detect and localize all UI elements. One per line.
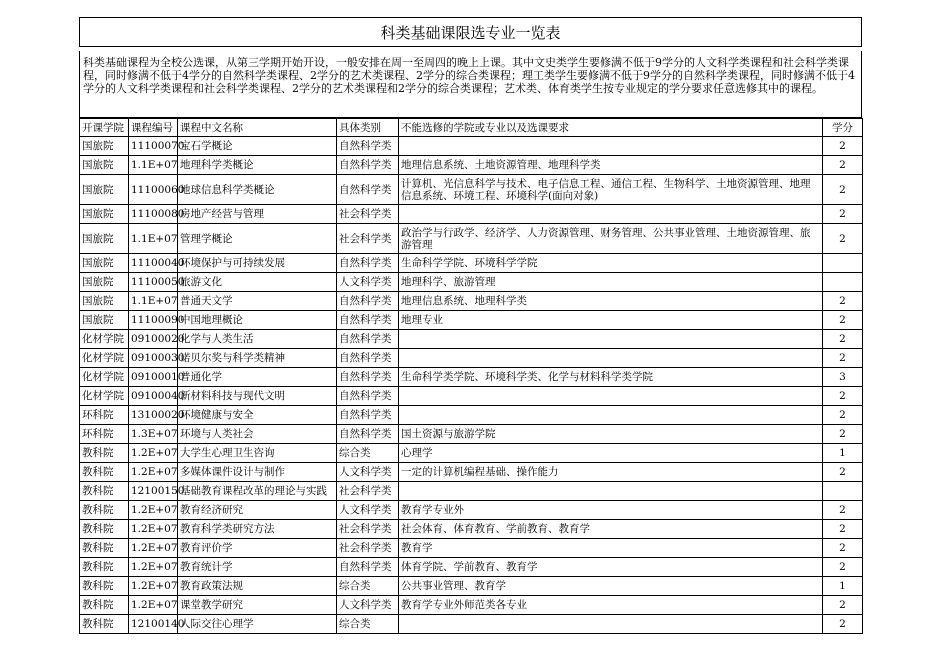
course-table: [79, 118, 863, 634]
cell-category: 自然科学类: [337, 156, 399, 175]
cell-code: 1.2E+07: [129, 520, 178, 539]
cell-code: 1.3E+07: [129, 425, 178, 444]
cell-college: 化材学院: [80, 368, 129, 387]
header-credit: 学分: [823, 119, 863, 137]
cell-course-name: 教育政策法规: [178, 577, 337, 596]
cell-credit: [823, 482, 863, 501]
cell-requirement: 教育学专业外师范类各专业: [399, 596, 823, 615]
cell-credit: 2: [823, 406, 863, 425]
cell-college: 教科院: [80, 596, 129, 615]
cell-requirement: [399, 387, 823, 406]
cell-requirement: [399, 406, 823, 425]
cell-code: 12100150: [129, 482, 178, 501]
table-row: [80, 224, 863, 254]
cell-college: 环科院: [80, 406, 129, 425]
cell-college: 教科院: [80, 501, 129, 520]
cell-requirement: 体育学院、学前教育、教育学: [399, 558, 823, 577]
cell-requirement: 教育学: [399, 539, 823, 558]
cell-college: 教科院: [80, 558, 129, 577]
spreadsheet: [79, 17, 862, 634]
cell-college: 教科院: [80, 463, 129, 482]
cell-code: 1.1E+07: [129, 224, 178, 254]
cell-code: 1.2E+07: [129, 558, 178, 577]
table-row: [80, 539, 863, 558]
cell-category: 综合类: [337, 615, 399, 634]
cell-requirement: 计算机、光信息科学与技术、电子信息工程、通信工程、生物科学、土地资源管理、地理信息系统、环境工程、环境科学(面向对象): [399, 175, 823, 205]
cell-course-name: 基础教育课程改革的理论与实践: [178, 482, 337, 501]
cell-course-name: 普通天文学: [178, 292, 337, 311]
table-row: [80, 387, 863, 406]
cell-requirement: 地理信息系统、地理科学类: [399, 292, 823, 311]
table-row: [80, 292, 863, 311]
cell-credit: 2: [823, 596, 863, 615]
table-row: [80, 205, 863, 224]
cell-course-name: 教育统计学: [178, 558, 337, 577]
cell-code: 09100040: [129, 387, 178, 406]
sheet-title: 科类基础课限选专业一览表: [79, 17, 862, 47]
cell-college: 教科院: [80, 615, 129, 634]
table-row: [80, 558, 863, 577]
cell-course-name: 地理科学类概论: [178, 156, 337, 175]
cell-credit: 2: [823, 425, 863, 444]
cell-college: 化材学院: [80, 387, 129, 406]
table-row: [80, 444, 863, 463]
cell-category: 社会科学类: [337, 482, 399, 501]
cell-college: 环科院: [80, 425, 129, 444]
cell-code: 11100050: [129, 273, 178, 292]
header-college: 开课学院: [80, 119, 129, 137]
cell-college: 教科院: [80, 520, 129, 539]
cell-requirement: 地理信息系统、土地资源管理、地理科学类: [399, 156, 823, 175]
cell-credit: 2: [823, 520, 863, 539]
cell-requirement: [399, 615, 823, 634]
cell-code: 1.1E+07: [129, 156, 178, 175]
cell-category: 自然科学类: [337, 330, 399, 349]
cell-credit: 2: [823, 463, 863, 482]
cell-requirement: [399, 349, 823, 368]
cell-requirement: [399, 205, 823, 224]
table-row: [80, 349, 863, 368]
cell-college: 教科院: [80, 577, 129, 596]
cell-category: 自然科学类: [337, 406, 399, 425]
cell-code: 1.2E+07: [129, 444, 178, 463]
cell-requirement: 地理科学、旅游管理: [399, 273, 823, 292]
cell-course-name: 旅游文化: [178, 273, 337, 292]
table-row: [80, 175, 863, 205]
cell-course-name: 化学与人类生活: [178, 330, 337, 349]
cell-credit: [823, 273, 863, 292]
cell-course-name: 诺贝尔奖与科学类精神: [178, 349, 337, 368]
table-row: [80, 330, 863, 349]
cell-course-name: 教育经济研究: [178, 501, 337, 520]
cell-code: 1.1E+07: [129, 292, 178, 311]
table-row: [80, 156, 863, 175]
cell-credit: 2: [823, 615, 863, 634]
table-row: [80, 501, 863, 520]
cell-category: 社会科学类: [337, 520, 399, 539]
cell-category: 社会科学类: [337, 224, 399, 254]
cell-credit: 2: [823, 501, 863, 520]
cell-credit: 2: [823, 558, 863, 577]
cell-code: 11100070: [129, 137, 178, 156]
table-row: [80, 406, 863, 425]
cell-code: 13100020: [129, 406, 178, 425]
table-row: [80, 137, 863, 156]
table-row: [80, 463, 863, 482]
cell-college: 教科院: [80, 482, 129, 501]
cell-college: 国旅院: [80, 175, 129, 205]
intro-text: 科类基础课程为全校公选课，从第三学期开始开设，一般安排在周一至周四的晚上上课。其中文史类学生要修满不低于9学分的人文科学类课程和社会科学类课程，同时修满不低于4学分的自然科学类课程、2学分的艺术类课程、2学分的综合类课程；理工类学生要修满不低于9学分的自然科学类课程，同时修满不低于4学分的人文科学类课程和社会科学类课程、2学分的艺术类课程和2学分的综合类课程；艺术类、体育类学生按专业规定的学分要求任意选修其中的课程。: [79, 51, 862, 118]
cell-code: 11100060: [129, 175, 178, 205]
cell-requirement: 一定的计算机编程基础、操作能力: [399, 463, 823, 482]
cell-college: 国旅院: [80, 311, 129, 330]
cell-code: 1.2E+07: [129, 501, 178, 520]
cell-college: 国旅院: [80, 137, 129, 156]
cell-code: 11100080: [129, 205, 178, 224]
cell-requirement: 教育学专业外: [399, 501, 823, 520]
cell-course-name: 管理学概论: [178, 224, 337, 254]
header-category: 具体类别: [337, 119, 399, 137]
cell-code: 11100090: [129, 311, 178, 330]
table-header-row: [80, 119, 863, 137]
cell-college: 国旅院: [80, 273, 129, 292]
cell-category: 自然科学类: [337, 349, 399, 368]
cell-category: 自然科学类: [337, 254, 399, 273]
cell-category: 自然科学类: [337, 558, 399, 577]
header-name: 课程中文名称: [178, 119, 337, 137]
cell-course-name: 大学生心理卫生咨询: [178, 444, 337, 463]
cell-code: 09100030: [129, 349, 178, 368]
cell-college: 国旅院: [80, 156, 129, 175]
cell-code: 09100010: [129, 368, 178, 387]
cell-college: 国旅院: [80, 224, 129, 254]
table-row: [80, 254, 863, 273]
cell-requirement: 地理专业: [399, 311, 823, 330]
cell-course-name: 多媒体课件设计与制作: [178, 463, 337, 482]
cell-credit: 2: [823, 156, 863, 175]
cell-college: 教科院: [80, 444, 129, 463]
cell-course-name: 新材料科技与现代文明: [178, 387, 337, 406]
cell-category: 综合类: [337, 444, 399, 463]
table-row: [80, 482, 863, 501]
cell-requirement: 政治学与行政学、经济学、人力资源管理、财务管理、公共事业管理、土地资源管理、旅游管理: [399, 224, 823, 254]
cell-category: 自然科学类: [337, 368, 399, 387]
cell-credit: 2: [823, 539, 863, 558]
cell-course-name: 普通化学: [178, 368, 337, 387]
cell-requirement: 生命科学学院、环境科学学院: [399, 254, 823, 273]
cell-category: 社会科学类: [337, 205, 399, 224]
cell-credit: 2: [823, 137, 863, 156]
cell-course-name: 环境与人类社会: [178, 425, 337, 444]
cell-course-name: 房地产经营与管理: [178, 205, 337, 224]
cell-credit: 1: [823, 444, 863, 463]
cell-requirement: [399, 137, 823, 156]
cell-college: 化材学院: [80, 330, 129, 349]
cell-requirement: 心理学: [399, 444, 823, 463]
cell-college: 国旅院: [80, 205, 129, 224]
table-row: [80, 596, 863, 615]
cell-requirement: [399, 482, 823, 501]
cell-credit: 2: [823, 224, 863, 254]
cell-requirement: 生命科学类学院、环境科学类、化学与材料科学类学院: [399, 368, 823, 387]
cell-credit: 2: [823, 205, 863, 224]
cell-requirement: 公共事业管理、教育学: [399, 577, 823, 596]
cell-credit: 2: [823, 387, 863, 406]
cell-college: 教科院: [80, 539, 129, 558]
cell-course-name: 地球信息科学类概论: [178, 175, 337, 205]
cell-credit: 3: [823, 368, 863, 387]
cell-category: 自然科学类: [337, 387, 399, 406]
cell-credit: 1: [823, 577, 863, 596]
cell-requirement: 国土资源与旅游学院: [399, 425, 823, 444]
cell-credit: 2: [823, 292, 863, 311]
cell-category: 自然科学类: [337, 425, 399, 444]
cell-course-name: 课堂教学研究: [178, 596, 337, 615]
cell-category: 人文科学类: [337, 463, 399, 482]
cell-code: 12100140: [129, 615, 178, 634]
cell-code: 09100020: [129, 330, 178, 349]
cell-course-name: 宝石学概论: [178, 137, 337, 156]
cell-credit: 2: [823, 349, 863, 368]
cell-code: 1.2E+07: [129, 596, 178, 615]
table-row: [80, 368, 863, 387]
cell-course-name: 人际交往心理学: [178, 615, 337, 634]
cell-credit: 2: [823, 330, 863, 349]
cell-code: 1.2E+07: [129, 463, 178, 482]
cell-code: 1.2E+07: [129, 539, 178, 558]
header-requirement: 不能选修的学院或专业以及选课要求: [399, 119, 823, 137]
cell-category: 自然科学类: [337, 311, 399, 330]
header-code: 课程编号: [129, 119, 178, 137]
cell-category: 综合类: [337, 577, 399, 596]
cell-code: 11100040: [129, 254, 178, 273]
table-row: [80, 311, 863, 330]
cell-course-name: 环境保护与可持续发展: [178, 254, 337, 273]
cell-category: 人文科学类: [337, 273, 399, 292]
cell-requirement: 社会体育、体育教育、学前教育、教育学: [399, 520, 823, 539]
cell-category: 人文科学类: [337, 501, 399, 520]
cell-category: 自然科学类: [337, 137, 399, 156]
table-row: [80, 273, 863, 292]
table-row: [80, 615, 863, 634]
cell-college: 国旅院: [80, 292, 129, 311]
table-row: [80, 520, 863, 539]
cell-category: 社会科学类: [337, 539, 399, 558]
table-row: [80, 577, 863, 596]
cell-category: 自然科学类: [337, 175, 399, 205]
cell-code: 1.2E+07: [129, 577, 178, 596]
cell-credit: 2: [823, 175, 863, 205]
cell-requirement: [399, 330, 823, 349]
cell-course-name: 环境健康与安全: [178, 406, 337, 425]
cell-course-name: 教育评价学: [178, 539, 337, 558]
cell-credit: 2: [823, 311, 863, 330]
cell-category: 自然科学类: [337, 292, 399, 311]
cell-credit: [823, 254, 863, 273]
cell-college: 国旅院: [80, 254, 129, 273]
cell-course-name: 教育科学类研究方法: [178, 520, 337, 539]
table-row: [80, 425, 863, 444]
cell-course-name: 中国地理概论: [178, 311, 337, 330]
cell-category: 人文科学类: [337, 596, 399, 615]
cell-college: 化材学院: [80, 349, 129, 368]
